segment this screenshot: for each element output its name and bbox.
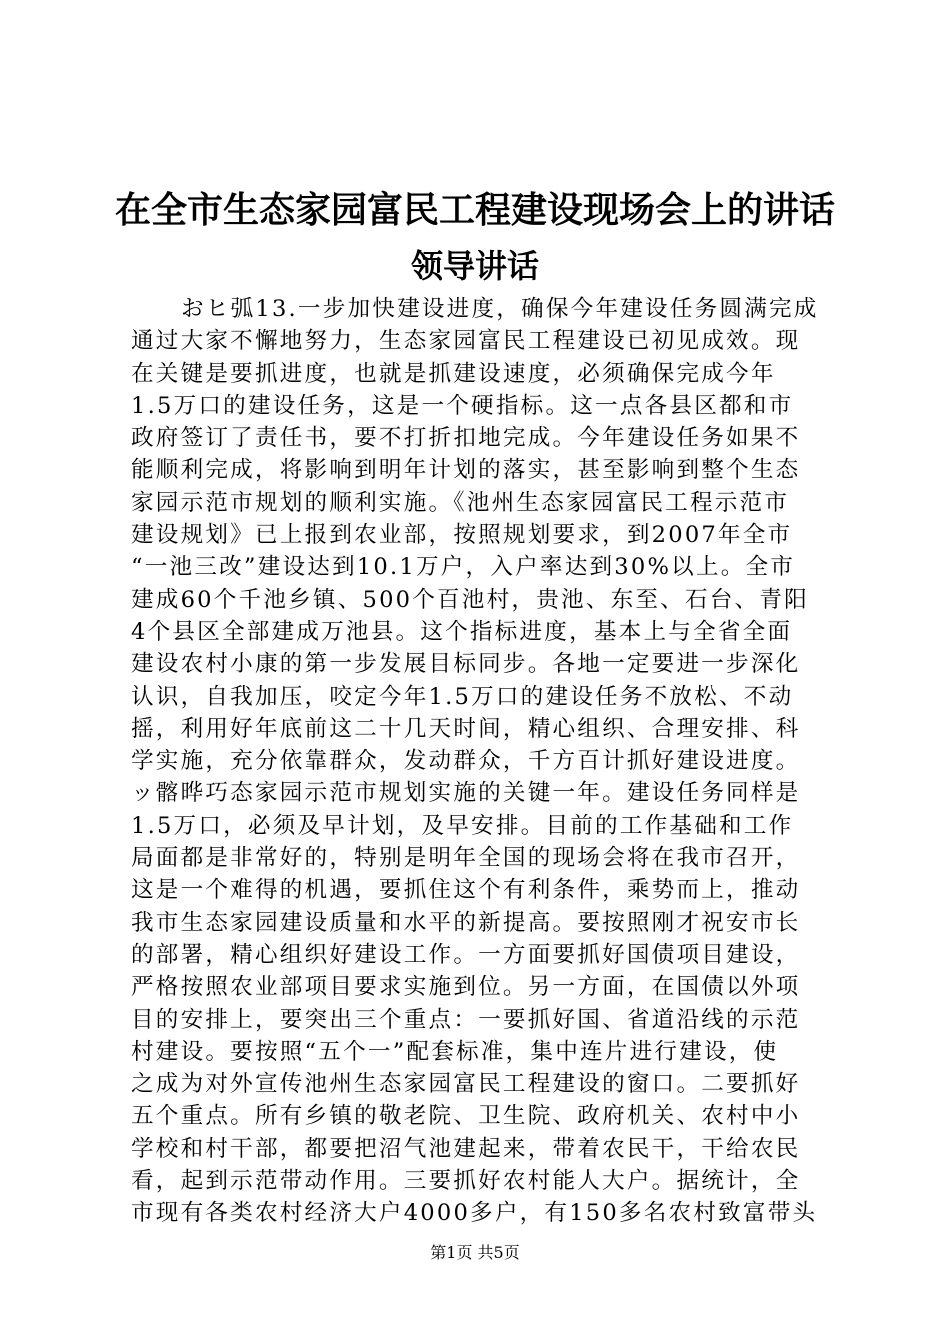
- body-line: 在关键是要抓进度，也就是抓建设速度，必须确保完成今年: [131, 360, 776, 387]
- document-title: 在全市生态家园富民工程建设现场会上的讲话: [114, 189, 835, 231]
- body-line: 政府签订了责任书，要不打折扣地完成。今年建设任务如果不: [131, 425, 801, 452]
- body-line: 建设农村小康的第一步发展目标同步。各地一定要进一步深化: [131, 651, 801, 678]
- body-line: 村建设。要按照“五个一”配套标准，集中连片进行建设，使: [131, 1038, 779, 1065]
- body-line: 认识，自我加压，咬定今年1.5万口的建设任务不放松、不动: [131, 683, 794, 710]
- document-subtitle: 领导讲话: [410, 247, 539, 285]
- body-line: 这是一个难得的机遇，要抓住这个有利条件，乘势而上，推动: [131, 877, 801, 904]
- body-line: 学实施，充分依靠群众，发动群众，千方百计抓好建设进度。: [131, 748, 801, 775]
- body-line: 之成为对外宣传池州生态家园富民工程建设的窗口。二要抓好: [131, 1071, 801, 1098]
- body-line: 局面都是非常好的，特别是明年全国的现场会将在我市召开，: [131, 845, 801, 872]
- body-line: 目的安排上，要突出三个重点：一要抓好国、省道沿线的示范: [131, 1006, 801, 1033]
- body-line: ッ髂晔巧态家园示范市规划实施的关键一年。建设任务同样是: [131, 780, 801, 807]
- body-line: 五个重点。所有乡镇的敬老院、卫生院、政府机关、农村中小: [131, 1103, 801, 1130]
- body-line: 学校和村干部，都要把沼气池建起来，带着农民干，干给农民: [131, 1135, 801, 1162]
- body-line: 摇，利用好年底前这二十几天时间，精心组织、合理安排、科: [131, 715, 801, 742]
- body-line: 4个县区全部建成万池县。这个指标进度，基本上与全省全面: [131, 618, 793, 645]
- body-line: 能顺利完成，将影响到明年计划的落实，甚至影响到整个生态: [131, 457, 801, 484]
- body-line: 1.5万口的建设任务，这是一个硬指标。这一点各县区都和市: [131, 392, 794, 419]
- body-line: 1.5万口，必须及早计划，及早安排。目前的工作基础和工作: [131, 812, 794, 839]
- body-line: 通过大家不懈地努力，生态家园富民工程建设已初见成效。现: [131, 328, 801, 355]
- body-line: 家园示范市规划的顺利实施。《池州生态家园富民工程示范市: [131, 489, 790, 516]
- body-line: 建设规划》已上报到农业部，按照规划要求，到2007年全市: [131, 522, 793, 549]
- document-body: [131, 293, 831, 1230]
- body-line: 严格按照农业部项目要求实施到位。另一方面，在国债以外项: [131, 974, 801, 1001]
- page-footer: 第1页 共5页: [430, 1243, 520, 1262]
- body-line: 建成60个千池乡镇、500个百池村，贵池、东至、石台、青阳: [131, 586, 809, 613]
- body-line: “一池三改”建设达到10.1万户，入户率达到30%以上。全市: [131, 554, 796, 581]
- body-line: おヒ弧13.一步加快建设进度，确保今年建设任务圆满完成: [181, 296, 819, 322]
- body-line: 我市生态家园建设质量和水平的新提高。要按照刚才祝安市长: [131, 909, 801, 936]
- body-line: 的部署，精心组织好建设工作。一方面要抓好国债项目建设，: [131, 941, 801, 968]
- body-line: 看，起到示范带动作用。三要抓好农村能人大户。据统计，全: [131, 1168, 801, 1195]
- body-line: 市现有各类农村经济大户4000多户，有150多名农村致富带头: [131, 1200, 818, 1227]
